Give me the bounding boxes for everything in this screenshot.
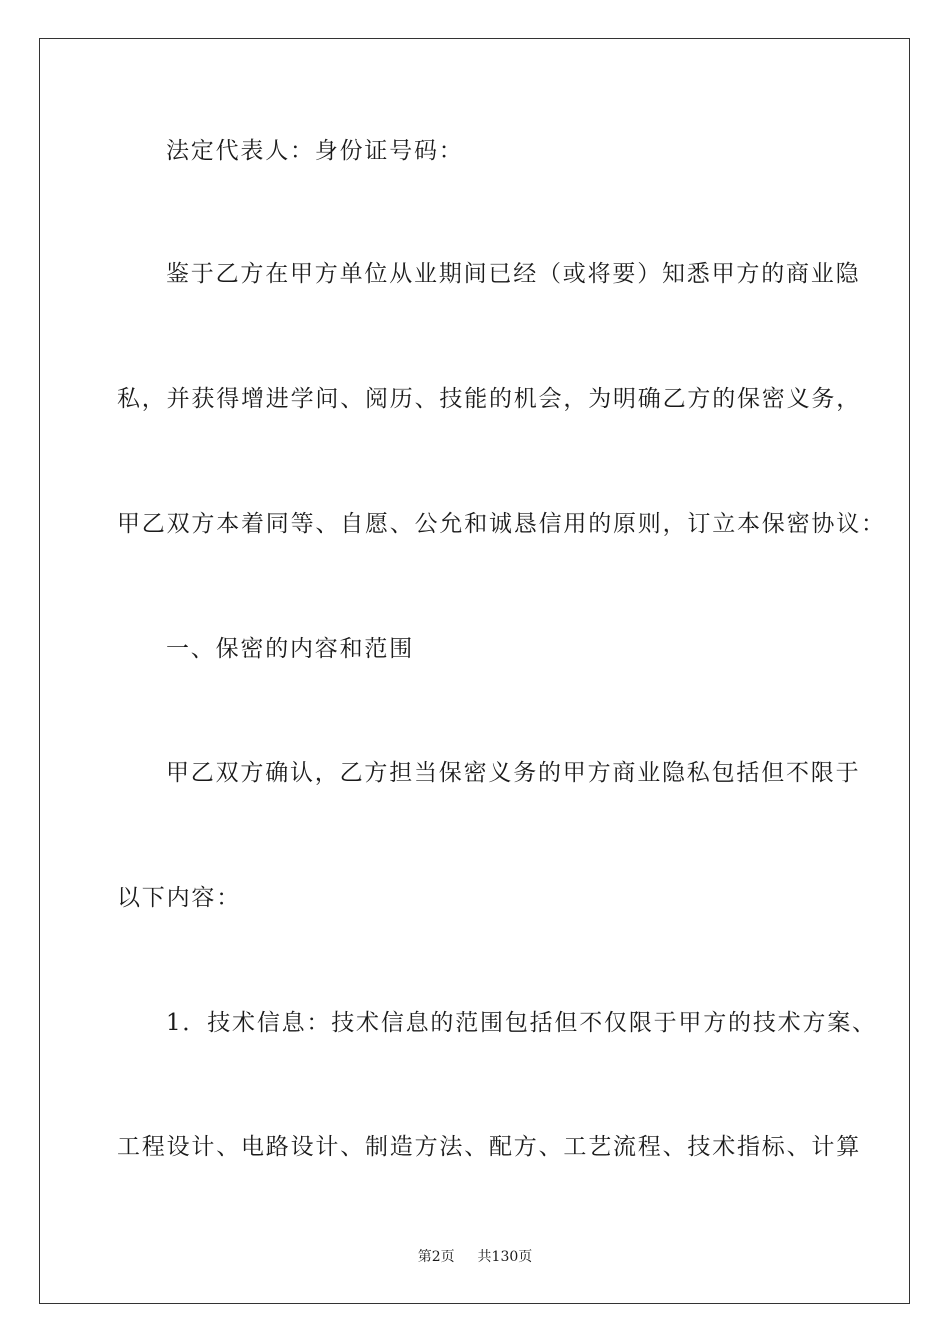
section-heading-scope: 一、保密的内容和范围 [166,636,414,662]
text-line-scope-1: 甲乙双方确认，乙方担当保密义务的甲方商业隐私包括但不限于 [166,760,861,786]
text-line-preamble-1: 鉴于乙方在甲方单位从业期间已经（或将要）知悉甲方的商业隐 [166,261,861,287]
page-border [39,38,910,1304]
text-line-scope-2: 以下内容： [117,885,241,911]
page-total: 共130页 [477,1249,533,1265]
page-footer [0,1246,950,1266]
text-line-preamble-2: 私，并获得增进学问、阅历、技能的机会，为明确乙方的保密义务， [117,386,861,412]
text-line-preamble-3: 甲乙双方本着同等、自愿、公允和诚恳信用的原则，订立本保密协议： [117,511,886,537]
text-line-tech-info-1: 1．技术信息：技术信息的范围包括但不仅限于甲方的技术方案、 [166,1010,877,1036]
text-line-tech-info-2: 工程设计、电路设计、制造方法、配方、工艺流程、技术指标、计算 [117,1134,861,1160]
page-number: 第2页 [417,1249,455,1265]
text-line-legal-rep: 法定代表人：身份证号码： [166,138,464,164]
